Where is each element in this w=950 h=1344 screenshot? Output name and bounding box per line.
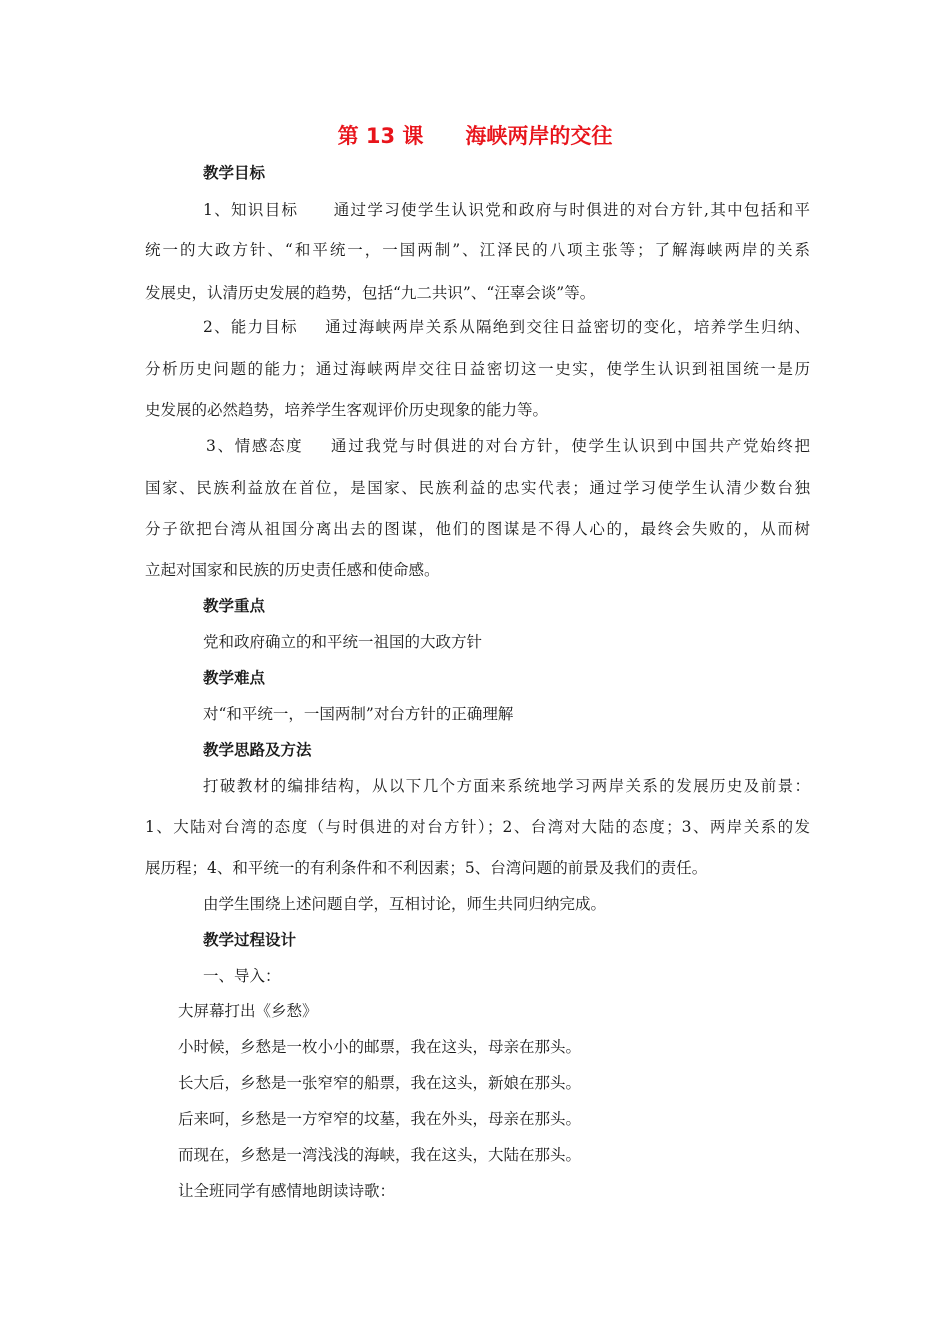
objective1-line2: 统一的大政方针、“和平统一，一国两制”、江泽民的八项主张等；了解海峡两岸的关系 [145,241,810,259]
objective1-line3: 发展史，认清历史发展的趋势，包括“九二共识”、“汪辜会谈”等。 [145,284,596,302]
method-line3: 展历程；4、和平统一的有利条件和不利因素；5、台湾问题的前景及我们的责任。 [145,859,708,877]
objective2-text: 通过海峡两岸关系从隔绝到交往日益密切的变化，培养学生归纳、 [323,318,810,336]
poem-line: 长大后，乡愁是一张窄窄的船票，我在这头，新娘在那头。 [178,1074,582,1092]
poem-line: 让全班同学有感情地朗读诗歌： [178,1182,396,1200]
method-line1: 打破教材的编排结构，从以下几个方面来系统地学习两岸关系的发展历史及前景： [203,777,810,795]
poem-line: 后来呵，乡愁是一方窄窄的坟墓，我在外头，母亲在那头。 [178,1110,582,1128]
objectives-heading: 教学目标 [203,164,266,182]
key-heading: 教学重点 [203,597,266,615]
objective3-text: 通过我党与时俱进的对台方针，使学生认识到中国共产党始终把 [329,437,810,455]
method-line2: 1、大陆对台湾的态度（与时俱进的对台方针）；2、台湾对大陆的态度；3、两岸关系的发 [145,818,810,836]
objective1-line1 [203,198,810,222]
objective2-label: 2、能力目标 [203,318,298,336]
poem-line: 小时候，乡愁是一枚小小的邮票，我在这头，母亲在那头。 [178,1038,582,1056]
objective3-line2: 国家、民族利益放在首位，是国家、民族利益的忠实代表；通过学习使学生认清少数台独 [145,479,810,497]
method-note: 由学生围绕上述问题自学，互相讨论，师生共同归纳完成。 [203,895,607,913]
objective2-line3: 史发展的必然趋势，培养学生客观评价历史现象的能力等。 [145,401,549,419]
objective1-label: 1、知识目标 [203,201,299,219]
objective3-label: 3、情感态度 [206,437,304,455]
difficulty-heading: 教学难点 [203,669,266,687]
method-heading: 教学思路及方法 [203,741,312,759]
key-text: 党和政府确立的和平统一祖国的大政方针 [203,633,483,651]
objective2-line2: 分析历史问题的能力；通过海峡两岸交往日益密切这一史实，使学生认识到祖国统一是历 [145,360,810,378]
objective3-line1 [206,434,810,458]
objective2-line1 [203,315,810,339]
poem-line: 大屏幕打出《乡愁》 [178,1002,318,1020]
objective3-line4: 立起对国家和民族的历史责任感和使命感。 [145,561,440,579]
difficulty-text: 对“和平统一，一国两制”对台方针的正确理解 [203,705,514,723]
process-heading: 教学过程设计 [203,931,297,949]
poem-line: 而现在，乡愁是一湾浅浅的海峡，我在这头，大陆在那头。 [178,1146,582,1164]
lesson-title: 第 13 课 海峡两岸的交往 [337,124,613,148]
objective1-text: 通过学习使学生认识党和政府与时俱进的对台方针,其中包括和平 [332,201,810,219]
objective3-line3: 分子欲把台湾从祖国分离出去的图谋，他们的图谋是不得人心的，最终会失败的，从而树 [145,520,810,538]
intro-heading: 一、导入： [203,967,281,985]
